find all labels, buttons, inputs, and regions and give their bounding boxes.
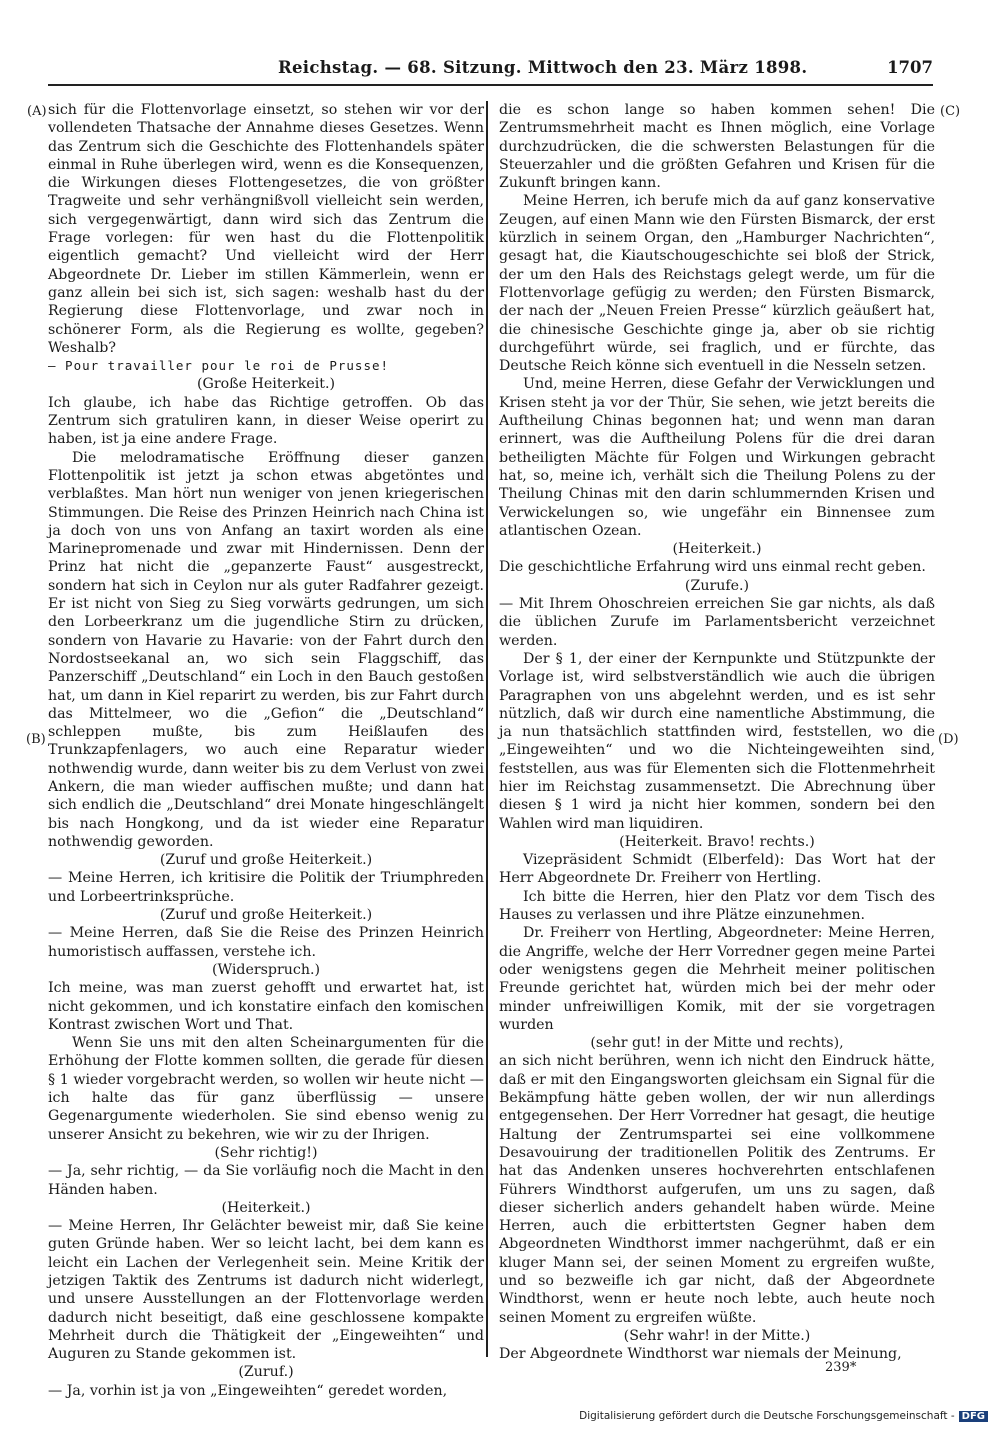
interjection: (Sehr wahr! in der Mitte.) [623, 1327, 811, 1344]
interjection: (sehr gut! in der Mitte und rechts), [590, 1035, 844, 1052]
dfg-logo: DFG [959, 1411, 988, 1422]
interjection: (Sehr richtig!) [214, 1144, 318, 1161]
interjection: (Zuruf und große Heiterkeit.) [159, 907, 373, 924]
paragraph: Wenn Sie uns mit den alten Scheinargumenten für die Erhöhung der Flotte kommen sollten, die gerade für diesen § 1 wieder vorgebracht werden, so wollen wir heute nicht — ich halte das für ganz überflüssig — unsere Gegenargumente wiederholen. Sie sind ebenso wenig zu unserer Ansicht zu bekehren, wie wir zu der Ihrigen. [48, 1035, 484, 1143]
paragraph: Ich bitte die Herren, hier den Platz vor dem Tisch des Hauses zu verlassen und ihre Plätze einzunehmen. [499, 888, 935, 924]
left-column [48, 101, 484, 1400]
margin-marker-b: (B) [26, 732, 46, 747]
paragraph: Der § 1, der einer der Kernpunkte und Stützpunkte der Vorlage ist, wird selbstverständlich wie auch die übrigen Paragraphen von uns abgelehnt werden, und es ist sehr nützlich, daß wir durch eine namentliche Abstimmung, die ja nun thatsächlich stattfinden wird, feststellen, wo die „Eingeweihten“ und wo die Nichteingeweihten sind, feststellen, aus was für Elementen sich die Flottenmehrheit hier im Reichstag zusammensetzt. Die Abrechnung über diesen § 1 wird ja nicht hier kommen, sondern bei den Wahlen wird man liquidiren. [499, 650, 935, 832]
footer-text: Digitalisierung gefördert durch die Deutsche Forschungsgemeinschaft - [579, 1410, 955, 1422]
paragraph: Dr. Freiherr von Hertling, Abgeordneter: Meine Herren, die Angriffe, welche der Herr Vorredner gegen meine Partei oder wenigstens gegen die Mehrheit meiner politischen Freunde gerichtet hat, würden mich bei der mehr oder minder unfreiwilligen Komik, mit der sie vorgetragen wurden [499, 925, 935, 1033]
interjection: (Zuruf.) [238, 1364, 294, 1381]
page-number: 1707 [887, 58, 933, 77]
interjection: (Heiterkeit. Bravo! rechts.) [619, 833, 815, 850]
paragraph: Meine Herren, ich berufe mich da auf ganz konservative Zeugen, auf einen Mann wie den Fürsten Bismarck, der erst kürzlich in seinem Organ, den „Hamburger Nachrichten“, gesagt hat, die Kiautschougeschichte sei bloß der Strick, der um den Hals des Reichstags gelegt werde, um für die Flottenvorlage gefügig zu werden; den Fürsten Bismarck, der nach der „Neuen Freien Presse“ kürzlich geäußert hat, die chinesische Geschichte ginge ja, aber ob sie richtig durchgeführt würde, sei fraglich, und er fürchte, das Deutsche Reich könne sich eventuell in die Nesseln setzen. [499, 193, 935, 375]
paragraph: — Meine Herren, daß Sie die Reise des Prinzen Heinrich humoristisch auffassen, verstehe ich. [48, 925, 484, 960]
margin-marker-a: (A) [27, 104, 47, 119]
paragraph: — Ja, sehr richtig, — da Sie vorläufig noch die Macht in den Händen haben. [48, 1163, 484, 1198]
page-header [48, 58, 933, 84]
interjection: (Zurufe.) [684, 577, 750, 594]
paragraph: Die melodramatische Eröffnung dieser ganzen Flottenpolitik ist jetzt ja schon etwas abgetöntes und verblaßtes. Man hört nun weniger von jenen kriegerischen Stimmungen. Die Reise des Prinzen Heinrich nach China ist ja doch von uns von Anfang an taxirt worden als eine Marinepromenade und zwar mit Hindernissen. Denn der Prinz hat nicht die „gepanzerte Faust“ ausgestreckt, sondern hat sich in Ceylon nur als guter Radfahrer gezeigt. Er ist nicht von Sieg zu Sieg vorwärts gedrungen, um sich den Lorbeerkranz um die jugendliche Stirn zu drücken, sondern von Havarie zu Havarie: von der Fahrt durch den Nordostseekanal an, wo sich sein Flaggschiff, das Panzerschiff „Deutschland“ ein Loch in den Bauch gestoßen hat, um dann in Kiel reparirt zu werden, bis zur Fahrt durch das Mittelmeer, wo die „Gefion“ die „Deutschland“ schleppen mußte, bis zum Heißlaufen des Trunkzapfenlagers, wo auch eine Reparatur wieder nothwendig wurde, dann weiter bis zu dem Verlust von zwei Ankern, die man wieder auffischen mußte; und dann hat sich endlich die „Deutschland“ drei Monate hingeschlängelt bis nach Hongkong, und da ist wieder eine Reparatur nothwendig geworden. [48, 449, 484, 850]
margin-marker-d: (D) [938, 732, 959, 747]
paragraph: Vizepräsident Schmidt (Elberfeld): Das Wort hat der Herr Abgeordnete Dr. Freiherr von Hertling. [499, 852, 935, 887]
margin-marker-c: (C) [940, 104, 961, 119]
paragraph: Der Abgeordnete Windthorst war niemals der Meinung, [499, 1346, 902, 1363]
running-title: Reichstag. — 68. Sitzung. Mittwoch den 23. März 1898. [278, 58, 808, 77]
paragraph: — Meine Herren, Ihr Gelächter beweist mir, daß Sie keine guten Gründe haben. Wer so leicht lacht, bei dem kann es leicht ein Lachen der Verlegenheit sein. Meine Kritik der jetzigen Taktik des Zentrums ist dadurch nicht widerlegt, und unsere Ausstellungen an der Flottenvorlage werden dadurch nicht beseitigt, daß eine geschlossene kompakte Mehrheit durch die Thätigkeit der „Eingeweihten“ und Auguren zu Stande gekommen ist. [48, 1218, 484, 1363]
paragraph: die es schon lange so haben kommen sehen! Die Zentrumsmehrheit macht es Ihnen möglich, eine Vorlage durchzudrücken, die die schwersten Belastungen für die Steuerzahler und die größten Gefahren und Krisen für die Zukunft bringen kann. [499, 102, 935, 192]
interjection: (Heiterkeit.) [672, 541, 762, 558]
signature-mark: 239* [825, 1360, 857, 1375]
paragraph: — Meine Herren, ich kritisire die Politik der Triumphreden und Lorbeertrinksprüche. [48, 870, 484, 905]
paragraph: Die geschichtliche Erfahrung wird uns einmal recht geben. [499, 559, 926, 576]
paragraph: — Ja, vorhin ist ja von „Eingeweihten“ geredet worden, [48, 1382, 448, 1399]
paragraph: — Pour travailler pour le roi de Prusse! [48, 358, 390, 374]
column-divider [486, 101, 488, 1357]
header-rule [48, 84, 933, 86]
right-column [499, 101, 935, 1363]
paragraph: an sich nicht berühren, wenn ich nicht den Eindruck hätte, daß er mit den Eingangsworten gleichsam ein Signal für die Bekämpfung hätte geben wollen, der wir nun allerdings entgegensehen. Der Herr Vorredner hat gesagt, die heutige Haltung der Zentrumspartei sei eine vollkommene Desavouirung der traditionellen Politik des Zentrums. Er hat das Andenken unseres hochverehrten entschlafenen Führers Windthorst aufgerufen, um uns zu sagen, daß dieser sicherlich anders gehandelt haben würde. Meine Herren, auch die erbittertsten Gegner haben dem Abgeordneten Windthorst immer nachgerühmt, daß er ein kluger Mann sei, der seinen Moment zu ergreifen wußte, und so bezweifle ich gar nicht, daß der Abgeordnete Windthorst, wenn er heute noch lebte, auch heute noch seinen Moment zu ergreifen wüßte. [499, 1053, 935, 1326]
interjection: (Widerspruch.) [211, 961, 321, 978]
paragraph: Und, meine Herren, diese Gefahr der Verwicklungen und Krisen steht ja vor der Thür, Sie sehen, wie jetzt bereits die Auftheilung Chinas begonnen hat; und wenn man daran erinnert, was die Auftheilung Polens für die drei daran betheiligten Mächte für Folgen und Wirkungen gebracht hat, so, meine ich, verhält sich die Theilung Polens zu der Theilung Chinas mit den darin schlummernden Krisen und Verwickelungen so, wie ungefähr ein Binnensee zum atlantischen Ozean. [499, 376, 935, 539]
paragraph: Ich meine, was man zuerst gehofft und erwartet hat, ist nicht gekommen, und ich konstatire einfach den komischen Kontrast zwischen Wort und That. [48, 980, 484, 1033]
paragraph: sich für die Flottenvorlage einsetzt, so stehen wir vor der vollendeten Thatsache der Annahme dieses Gesetzes. Wenn das Zentrum sich die Geschichte des Flottenhandels später einmal in Ruhe überlegen wird, wenn es die Konsequenzen, die Wirkungen dieses Flottengesetzes, die von größter Tragweite und sehr verhängnißvoll vielleicht sein werden, sich vergegenwärtigt, dann wird sich das Zentrum die Frage vorlegen: für wen hast du die Flottenpolitik eigentlich gemacht? Und vielleicht wird der Herr Abgeordnete Dr. Lieber im stillen Kämmerlein, wenn er ganz allein bei sich ist, sich sagen: weshalb hast du der Regierung diese Flottenvorlage, und zwar noch in schönerer Form, als die Regierung es wollte, gegeben? Weshalb? [48, 102, 484, 356]
interjection: (Heiterkeit.) [221, 1199, 311, 1216]
paragraph: Ich glaube, ich habe das Richtige getroffen. Ob das Zentrum sich gratuliren kann, in dieser Weise operirt zu haben, ist ja eine andere Frage. [48, 394, 484, 448]
footer [579, 1410, 988, 1422]
paragraph: — Mit Ihrem Ohoschreien erreichen Sie gar nichts, als daß die üblichen Zurufe im Parlamentsbericht verzeichnet werden. [499, 596, 935, 649]
interjection: (Zuruf und große Heiterkeit.) [159, 852, 373, 869]
interjection: (Große Heiterkeit.) [196, 376, 336, 393]
